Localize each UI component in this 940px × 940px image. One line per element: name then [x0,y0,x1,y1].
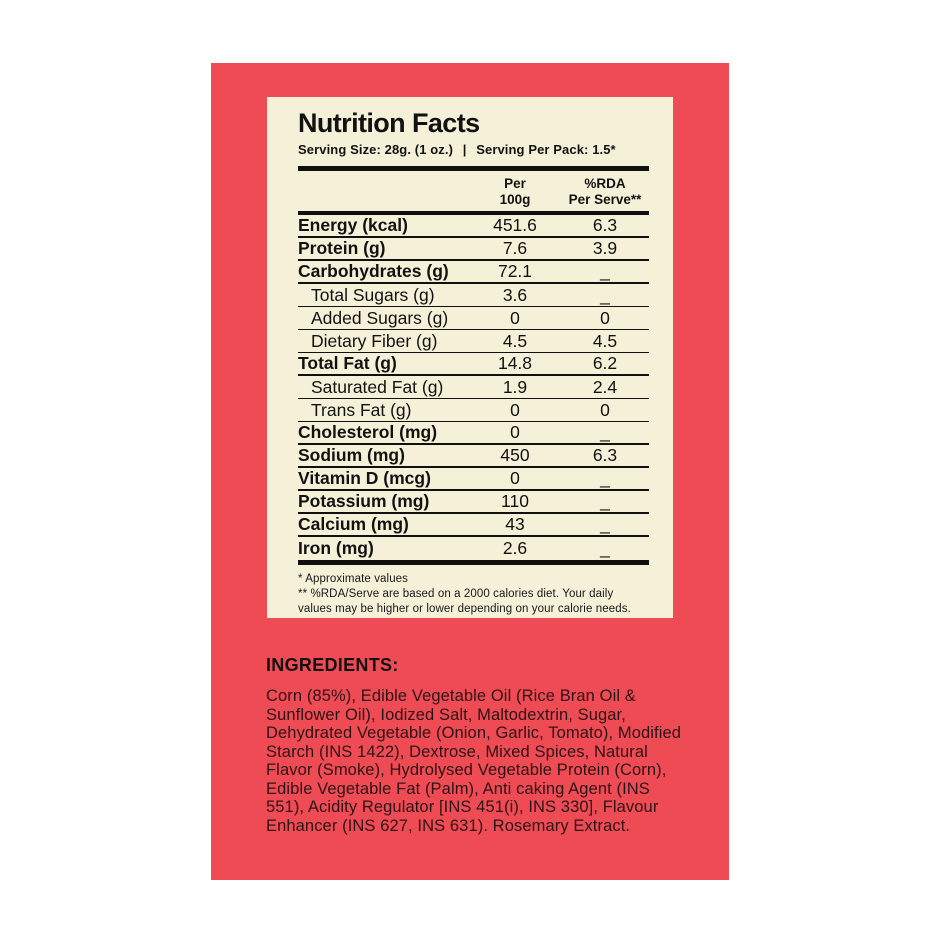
nutrient-label: Trans Fat (g) [311,399,412,420]
serving-info [298,142,649,157]
serving-size: Serving Size: 28g. (1 oz.) [298,142,454,158]
per-100g-value: 0 [510,422,520,443]
rda-header-line1: %RDA [584,176,626,192]
table-row [298,514,649,537]
rda-value: 6.3 [592,445,618,466]
per-100g-value: 2.6 [502,538,528,559]
nutrient-label: Energy (kcal) [298,215,408,236]
nutrient-label: Saturated Fat (g) [311,376,444,397]
per-100g-value: 72.1 [497,261,533,282]
rda-header-line2: Per Serve** [568,191,642,207]
page-title: Nutrition Facts [298,108,480,138]
ingredients-section [266,655,688,835]
nutrient-label: Potassium (mg) [298,491,430,512]
per-100g-value: 0 [510,399,520,420]
per-100g-value: 14.8 [497,353,533,374]
serving-per-pack: Serving Per Pack: 1.5* [476,142,616,158]
per-100g-value: 43 [505,514,525,535]
nutrient-label: Protein (g) [298,238,386,259]
serving-separator: | [462,142,467,158]
table-row [298,468,649,491]
ingredients-heading: INGREDIENTS: [266,655,399,675]
per-100g-value: 0 [510,307,520,328]
table-row [298,215,649,238]
per-100g-value: 0 [510,468,520,489]
table-row [298,491,649,514]
rda-value: 4.5 [592,330,618,351]
table-row [298,422,649,445]
table-row [298,376,649,399]
per-100g-value: 1.9 [502,376,528,397]
nutrient-label: Carbohydrates (g) [298,261,449,282]
rda-value: 0 [600,307,610,328]
rda-value: _ [600,261,610,282]
rda-value: _ [600,491,610,512]
table-row [298,238,649,261]
divider-thick-bottom [298,560,649,565]
table-row [298,284,649,307]
rda-value: _ [600,468,610,489]
footnote-rda: ** %RDA/Serve are based on a 2000 calories diet. Your daily values may be higher or lower depending on your calorie needs. [298,588,631,615]
table-row [298,307,649,330]
table-header-row [298,171,649,211]
rda-value: _ [600,422,610,443]
nutrient-label: Added Sugars (g) [311,307,449,328]
nutrition-table [298,215,649,560]
per-header-line2: 100g [499,191,531,207]
nutrient-label: Calcium (mg) [298,514,409,535]
rda-value: 3.9 [592,238,618,259]
table-row [298,399,649,422]
per-100g-value: 4.5 [502,330,528,351]
table-row [298,537,649,560]
nutrient-label: Total Sugars (g) [311,284,435,305]
nutrient-label: Dietary Fiber (g) [311,330,438,351]
rda-value: 6.3 [592,215,618,236]
red-card [211,63,729,880]
footnotes [298,572,649,616]
nutrition-panel [267,97,673,618]
ingredients-text: Corn (85%), Edible Vegetable Oil (Rice Bran Oil & Sunflower Oil), Iodized Salt, Maltodextrin, Sugar, Dehydrated Vegetable (Onion, Garlic, Tomato), Modified Starch (INS 1422), Dextrose, Mixed Spices, Natural Flavor (Smoke), Hydrolysed Vegetable Protein (Corn), Edible Vegetable Fat (Palm), Anti caking Agent (INS 551), Acidity Regulator [INS 451(i), INS 330], Flavour Enhancer (INS 627, INS 631). Rosemary Extract. [266,687,682,835]
column-header-per-100g [469,176,561,207]
table-row [298,261,649,284]
table-row [298,445,649,468]
rda-value: _ [600,284,610,305]
rda-value: 6.2 [592,353,618,374]
nutrient-label: Iron (mg) [298,538,374,559]
per-100g-value: 110 [501,491,529,512]
per-100g-value: 7.6 [502,238,528,259]
table-row [298,353,649,376]
nutrient-label: Vitamin D (mcg) [298,468,431,489]
per-100g-value: 3.6 [502,284,528,305]
footnote-approximate: * Approximate values [298,573,409,586]
rda-value: 2.4 [592,376,618,397]
rda-value: _ [600,538,610,559]
nutrient-label: Total Fat (g) [298,353,397,374]
rda-value: 0 [600,399,610,420]
nutrient-label: Cholesterol (mg) [298,422,438,443]
per-header-line1: Per [504,176,526,192]
per-100g-value: 450 [500,445,530,466]
rda-value: _ [600,514,610,535]
column-header-rda [561,176,649,207]
table-row [298,330,649,353]
per-100g-value: 451.6 [493,215,537,236]
nutrient-label: Sodium (mg) [298,445,405,466]
